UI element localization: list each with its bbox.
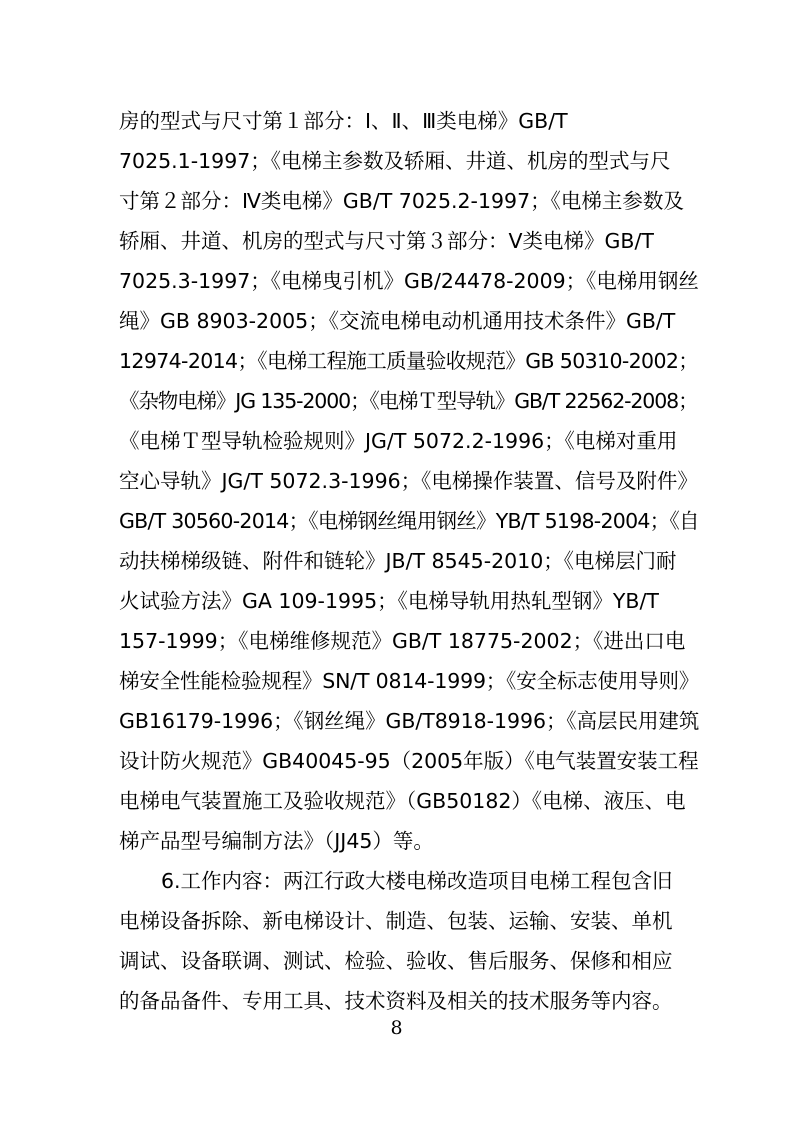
text-line-23: 的备品备件、专用工具、技术资料及相关的技术服务等内容。: [119, 989, 673, 1013]
text-line-12: 动扶梯梯级链、附件和链轮》JB/T 8545-2010；《电梯层门耐: [119, 549, 677, 573]
text-line-9: 《电梯Ｔ型导轨检验规则》JG/T 5072.2-1996；《电梯对重用: [119, 429, 678, 453]
text-line-13: 火试验方法》GA 109-1995；《电梯导轨用热轧型钢》YB/T: [119, 589, 659, 613]
page-number: 8: [390, 1017, 403, 1039]
text-line-10: 空心导轨》JG/T 5072.3-1996；《电梯操作装置、信号及附件》: [119, 469, 698, 493]
text-line-17: 设计防火规范》GB40045-95（2005年版）《电气装置安装工程: [119, 749, 699, 773]
text-line-18: 电梯电气装置施工及验收规范》（GB50182）《电梯、液压、电: [119, 789, 686, 813]
text-line-2: 7025.1-1997；《电梯主参数及轿厢、井道、机房的型式与尺: [119, 149, 671, 173]
text-line-22: 调试、设备联调、测试、检验、验收、售后服务、保修和相应: [119, 949, 673, 973]
text-line-4: 轿厢、井道、机房的型式与尺寸第３部分：Ⅴ类电梯》GB/T: [119, 229, 654, 253]
text-line-5: 7025.3-1997；《电梯曳引机》GB/24478-2009；《电梯用钢丝: [119, 269, 699, 293]
text-line-21: 电梯设备拆除、新电梯设计、制造、包装、运输、安装、单机: [119, 909, 673, 933]
text-line-3: 寸第２部分：Ⅳ类电梯》GB/T 7025.2-1997；《电梯主参数及: [119, 189, 684, 213]
text-line-19: 梯产品型号编制方法》（JJ45）等。: [119, 829, 434, 853]
text-line-7: 12974-2014；《电梯工程施工质量验收规范》GB 50310-2002；: [119, 349, 699, 373]
text-line-6: 绳》GB 8903-2005；《交流电梯电动机通用技术条件》GB/T: [119, 309, 676, 333]
text-line-20: 6.工作内容：两江行政大楼电梯改造项目电梯工程包含旧: [161, 869, 673, 893]
text-line-11: GB/T 30560-2014；《电梯钢丝绳用钢丝》YB/T 5198-2004；《自: [119, 509, 699, 533]
text-line-16: GB16179-1996；《钢丝绳》GB/T8918-1996；《高层民用建筑: [119, 709, 700, 733]
text-line-1: 房的型式与尺寸第１部分：Ⅰ、Ⅱ、Ⅲ类电梯》GB/T: [119, 109, 568, 133]
text-line-8: 《杂物电梯》JG 135-2000；《电梯Ｔ型导轨》GB/T 22562-2008；: [119, 389, 698, 413]
text-line-14: 157-1999；《电梯维修规范》GB/T 18775-2002；《进出口电: [119, 629, 686, 653]
text-line-15: 梯安全性能检验规程》SN/T 0814-1999；《安全标志使用导则》: [119, 669, 700, 693]
